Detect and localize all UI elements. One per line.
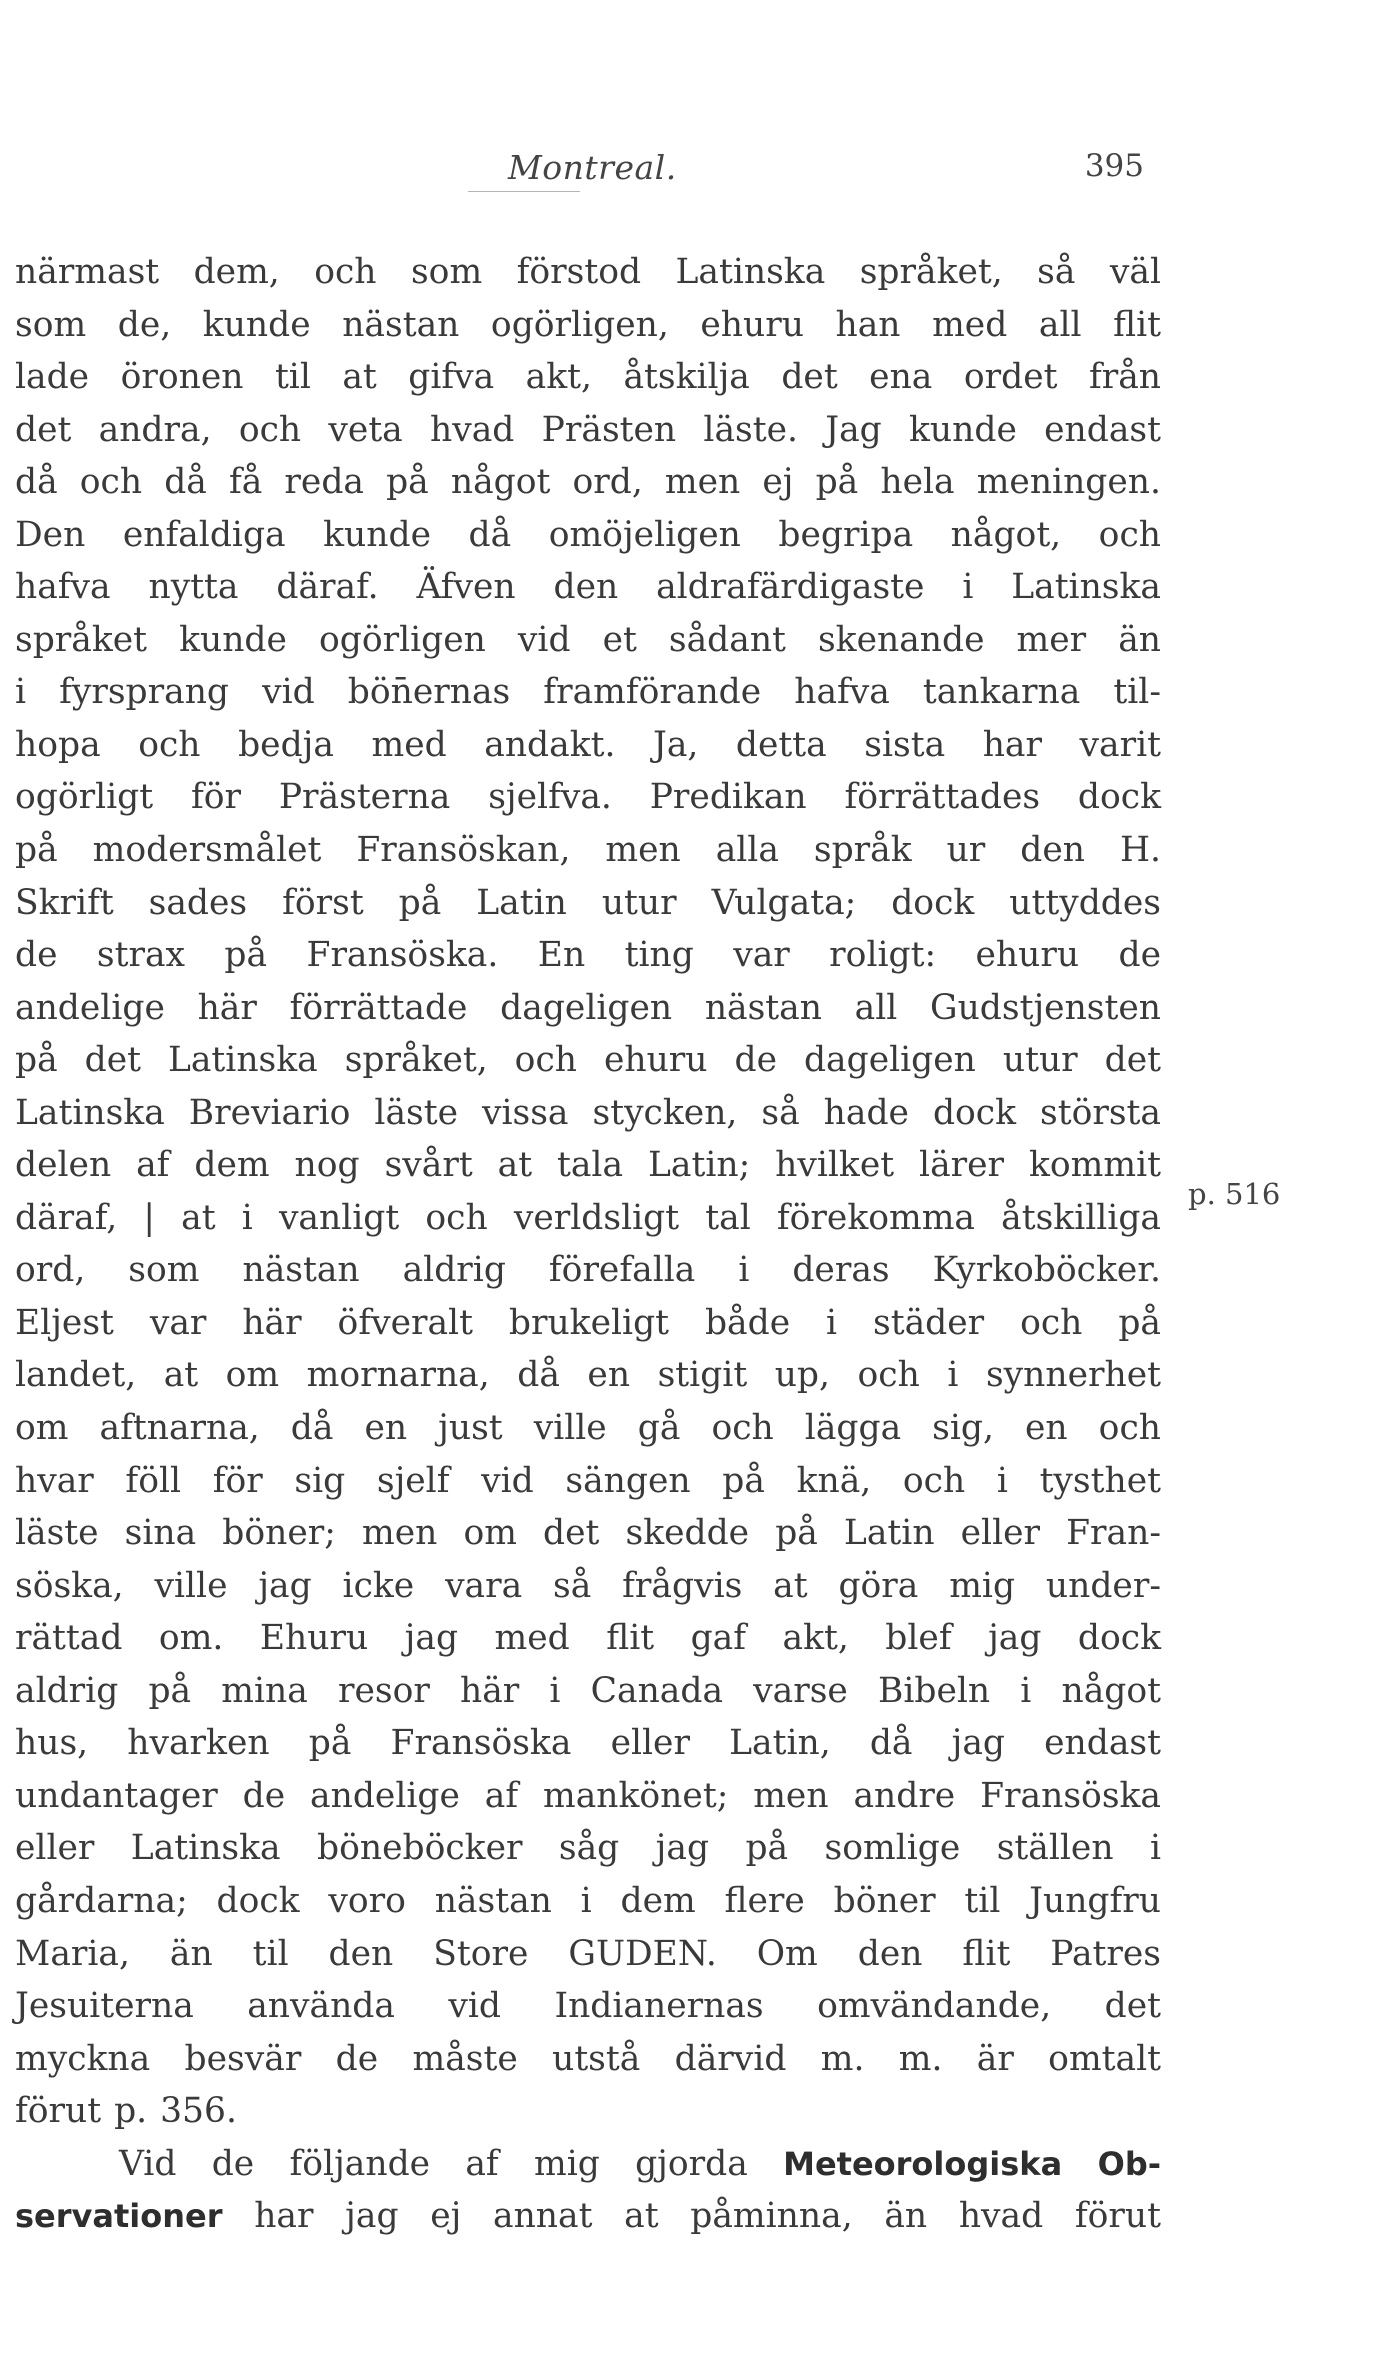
text-line: ord, som nästan aldrig förefalla i deras Kyrkoböcker. bbox=[15, 1250, 1161, 1291]
text-line: söska, ville jag icke vara så frågvis at göra mig under- bbox=[15, 1565, 1161, 1606]
text-line: som de, kunde nästan ogörligen, ehuru han med all flit bbox=[15, 304, 1161, 345]
text-line: det andra, och veta hvad Prästen läste. Jag kunde endast bbox=[15, 409, 1161, 450]
term-meteorological-part2: servationer bbox=[15, 2197, 223, 2236]
final-paragraph-trail: har jag ej annat at påminna, än hvad förut bbox=[254, 2196, 1162, 2237]
text-line: i fyrsprang vid bön̄ernas framförande hafva tankarna til- bbox=[15, 672, 1161, 713]
running-title: Montreal. bbox=[508, 148, 677, 187]
text-line: Den enfaldiga kunde då omöjeligen begripa något, och bbox=[15, 514, 1161, 555]
text-line: eller Latinska böneböcker såg jag på somlige ställen i bbox=[15, 1828, 1161, 1869]
page-number: 395 bbox=[1084, 148, 1144, 184]
running-header bbox=[0, 148, 1160, 192]
text-line: Latinska Breviario läste vissa stycken, så hade dock största bbox=[15, 1092, 1161, 1133]
text-line: språket kunde ogörligen vid et sådant skenande mer än bbox=[15, 619, 1161, 660]
text-line: på det Latinska språket, och ehuru de dageligen utur det bbox=[15, 1040, 1161, 1081]
text-line: gårdarna; dock voro nästan i dem flere böner til Jungfru bbox=[15, 1880, 1161, 1921]
text-line: hopa och bedja med andakt. Ja, detta sista har varit bbox=[15, 724, 1161, 765]
text-line: Eljest var här öfveralt brukeligt både i städer och på bbox=[15, 1302, 1161, 1343]
text-line: lade öronen til at gifva akt, åtskilja det ena ordet från bbox=[15, 357, 1161, 398]
text-line: läste sina böner; men om det skedde på Latin eller Fran- bbox=[15, 1513, 1161, 1554]
text-line: landet, at om mornarna, då en stigit up, och i synnerhet bbox=[15, 1355, 1161, 1396]
text-line-paragraph-end: förut p. 356. bbox=[15, 2091, 237, 2132]
text-line: då och då få reda på något ord, men ej på hela meningen. bbox=[15, 462, 1161, 503]
text-line-paragraph-start bbox=[15, 2138, 1161, 2191]
text-line: undantager de andelige af mankönet; men andre Fransöska bbox=[15, 1775, 1161, 1816]
text-line: hus, hvarken på Fransöska eller Latin, då jag endast bbox=[15, 1723, 1161, 1764]
text-line: delen af dem nog svårt at tala Latin; hvilket lärer kommit bbox=[15, 1145, 1161, 1186]
text-line: däraf, | at i vanligt och verldsligt tal förekomma åtskilliga bbox=[15, 1197, 1161, 1238]
text-line: de strax på Fransöska. En ting var roligt: ehuru de bbox=[15, 935, 1161, 976]
text-line: hafva nytta däraf. Äfven den aldrafärdigaste i Latinska bbox=[15, 567, 1161, 608]
text-line: myckna besvär de måste utstå därvid m. m. är omtalt bbox=[15, 2038, 1161, 2079]
text-line: om aftnarna, då en just ville gå och lägga sig, en och bbox=[15, 1408, 1161, 1449]
text-line: ogörligt för Prästerna sjelfva. Predikan förrättades dock bbox=[15, 777, 1161, 818]
text-line: Jesuiterna använda vid Indianernas omvändande, det bbox=[15, 1986, 1161, 2027]
text-line: Maria, än til den Store GUDEN. Om den flit Patres bbox=[15, 1933, 1161, 1974]
body-text bbox=[15, 246, 1161, 2243]
text-line: rättad om. Ehuru jag med flit gaf akt, blef jag dock bbox=[15, 1618, 1161, 1659]
text-line bbox=[15, 2190, 1161, 2243]
final-paragraph-lead: Vid de följande af mig gjorda bbox=[119, 2143, 748, 2184]
text-line: närmast dem, och som förstod Latinska språket, så väl bbox=[15, 252, 1161, 292]
text-line: aldrig på mina resor här i Canada varse Bibeln i något bbox=[15, 1670, 1161, 1711]
margin-page-reference: p. 516 bbox=[1188, 1177, 1281, 1211]
header-rule bbox=[468, 191, 580, 192]
term-meteorological-part1: Meteorologiska Ob- bbox=[783, 2144, 1162, 2183]
text-line: hvar föll för sig sjelf vid sängen på knä, och i tysthet bbox=[15, 1460, 1161, 1501]
text-line: Skrift sades först på Latin utur Vulgata; dock uttyddes bbox=[15, 882, 1161, 923]
text-line: andelige här förrättade dageligen nästan all Gudstjensten bbox=[15, 987, 1161, 1028]
text-line: på modersmålet Fransöskan, men alla språk ur den H. bbox=[15, 830, 1161, 871]
